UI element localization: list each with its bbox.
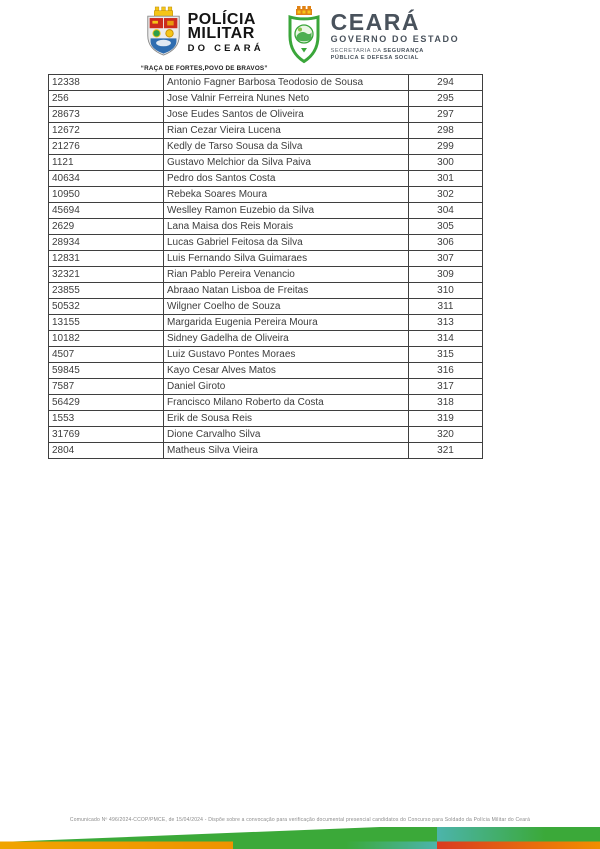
cell-candidate-seq: 299: [409, 139, 483, 155]
pmce-title-line3: DO CEARÁ: [187, 43, 264, 54]
cell-candidate-name: Rebeka Soares Moura: [164, 187, 409, 203]
cell-candidate-id: 4507: [49, 347, 164, 363]
cell-candidate-seq: 320: [409, 427, 483, 443]
cell-candidate-seq: 297: [409, 107, 483, 123]
cell-candidate-name: Rian Cezar Vieira Lucena: [164, 123, 409, 139]
ceara-logo-text: [331, 6, 460, 62]
table-row: [49, 155, 483, 171]
pmce-logo-text: [188, 13, 264, 54]
pmce-logo-top: [145, 5, 264, 62]
pmce-title-line2: MILITAR: [187, 25, 255, 42]
cell-candidate-seq: 309: [409, 267, 483, 283]
cell-candidate-seq: 318: [409, 395, 483, 411]
table-row: [49, 235, 483, 251]
table-row: [49, 411, 483, 427]
footer-brand-stripe: [0, 819, 600, 849]
ceara-secretaria-prefix: SECRETARIA DA: [330, 48, 384, 54]
table-row: [49, 251, 483, 267]
table-row: [49, 123, 483, 139]
cell-candidate-seq: 302: [409, 187, 483, 203]
cell-candidate-id: 13155: [49, 315, 164, 331]
cell-candidate-seq: 314: [409, 331, 483, 347]
cell-candidate-id: 10182: [49, 331, 164, 347]
cell-candidate-id: 12672: [49, 123, 164, 139]
cell-candidate-name: Jose Eudes Santos de Oliveira: [164, 107, 409, 123]
cell-candidate-id: 32321: [49, 267, 164, 283]
ceara-secretaria-line1: [331, 48, 460, 55]
cell-candidate-seq: 306: [409, 235, 483, 251]
cell-candidate-name: Kayo Cesar Alves Matos: [164, 363, 409, 379]
cell-candidate-id: 56429: [49, 395, 164, 411]
cell-candidate-name: Margarida Eugenia Pereira Moura: [164, 315, 409, 331]
table-row: [49, 299, 483, 315]
cell-candidate-name: Antonio Fagner Barbosa Teodosio de Sousa: [164, 75, 409, 91]
cell-candidate-id: 7587: [49, 379, 164, 395]
table-row: [49, 331, 483, 347]
cell-candidate-seq: 310: [409, 283, 483, 299]
cell-candidate-name: Erik de Sousa Reis: [164, 411, 409, 427]
cell-candidate-seq: 301: [409, 171, 483, 187]
ceara-logo: [284, 5, 460, 69]
cell-candidate-seq: 321: [409, 443, 483, 459]
cell-candidate-seq: 300: [409, 155, 483, 171]
table-row: [49, 267, 483, 283]
cell-candidate-name: Daniel Giroto: [164, 379, 409, 395]
table-row: [49, 315, 483, 331]
cell-candidate-name: Rian Pablo Pereira Venancio: [164, 267, 409, 283]
cell-candidate-id: 40634: [49, 171, 164, 187]
table-row: [49, 347, 483, 363]
cell-candidate-seq: 305: [409, 219, 483, 235]
table-row: [49, 443, 483, 459]
pmce-crest-icon: [145, 5, 182, 62]
cell-candidate-seq: 319: [409, 411, 483, 427]
cell-candidate-id: 2804: [49, 443, 164, 459]
candidates-table-body: [49, 75, 483, 459]
cell-candidate-id: 50532: [49, 299, 164, 315]
cell-candidate-seq: 311: [409, 299, 483, 315]
cell-candidate-id: 21276: [49, 139, 164, 155]
cell-candidate-id: 10950: [49, 187, 164, 203]
cell-candidate-id: 12338: [49, 75, 164, 91]
cell-candidate-name: Pedro dos Santos Costa: [164, 171, 409, 187]
footer-notice: Comunicado Nº 496/2024-CCOP/PMCE, de 15/04/2024 - Dispõe sobre a convocação para verificação documental presencial candidatos do Concurso para Soldado da Polícia Militar do Ceará: [69, 817, 531, 823]
cell-candidate-seq: 304: [409, 203, 483, 219]
ceara-shield-icon: [284, 6, 324, 69]
table-row: [49, 363, 483, 379]
table-row: [49, 187, 483, 203]
table-row: [49, 203, 483, 219]
cell-candidate-seq: 316: [409, 363, 483, 379]
cell-candidate-name: Gustavo Melchior da Silva Paiva: [164, 155, 409, 171]
cell-candidate-name: Weslley Ramon Euzebio da Silva: [164, 203, 409, 219]
table-row: [49, 107, 483, 123]
ceara-title: CEARÁ: [330, 9, 420, 35]
cell-candidate-id: 23855: [49, 283, 164, 299]
cell-candidate-name: Luiz Gustavo Pontes Moraes: [164, 347, 409, 363]
table-row: [49, 91, 483, 107]
ceara-secretaria-bold: SEGURANÇA: [383, 48, 424, 54]
ceara-subtitle: GOVERNO DO ESTADO: [330, 34, 460, 44]
table-row: [49, 395, 483, 411]
cell-candidate-name: Jose Valnir Ferreira Nunes Neto: [164, 91, 409, 107]
table-row: [49, 283, 483, 299]
cell-candidate-name: Lucas Gabriel Feitosa da Silva: [164, 235, 409, 251]
cell-candidate-id: 1553: [49, 411, 164, 427]
cell-candidate-id: 28673: [49, 107, 164, 123]
cell-candidate-seq: 307: [409, 251, 483, 267]
cell-candidate-name: Abraao Natan Lisboa de Freitas: [164, 283, 409, 299]
cell-candidate-name: Lana Maisa dos Reis Morais: [164, 219, 409, 235]
cell-candidate-seq: 317: [409, 379, 483, 395]
table-row: [49, 427, 483, 443]
page-header: [0, 5, 600, 72]
pmce-logo: [141, 5, 268, 72]
pmce-motto: “RAÇA DE FORTES,POVO DE BRAVOS”: [140, 65, 268, 72]
cell-candidate-name: Wilgner Coelho de Souza: [164, 299, 409, 315]
cell-candidate-name: Kedly de Tarso Sousa da Silva: [164, 139, 409, 155]
cell-candidate-name: Sidney Gadelha de Oliveira: [164, 331, 409, 347]
candidates-table: [48, 74, 483, 459]
cell-candidate-name: Matheus Silva Vieira: [164, 443, 409, 459]
table-row: [49, 139, 483, 155]
cell-candidate-seq: 313: [409, 315, 483, 331]
ceara-secretaria-line2: PÚBLICA E DEFESA SOCIAL: [330, 55, 419, 61]
cell-candidate-seq: 315: [409, 347, 483, 363]
cell-candidate-id: 28934: [49, 235, 164, 251]
cell-candidate-id: 2629: [49, 219, 164, 235]
cell-candidate-id: 12831: [49, 251, 164, 267]
table-row: [49, 171, 483, 187]
cell-candidate-name: Luis Fernando Silva Guimaraes: [164, 251, 409, 267]
cell-candidate-id: 45694: [49, 203, 164, 219]
cell-candidate-id: 1121: [49, 155, 164, 171]
table-row: [49, 379, 483, 395]
cell-candidate-id: 31769: [49, 427, 164, 443]
table-row: [49, 219, 483, 235]
cell-candidate-name: Francisco Milano Roberto da Costa: [164, 395, 409, 411]
table-row: [49, 75, 483, 91]
cell-candidate-id: 59845: [49, 363, 164, 379]
cell-candidate-seq: 294: [409, 75, 483, 91]
pmce-title-line1: POLÍCIA: [187, 11, 256, 28]
cell-candidate-seq: 298: [409, 123, 483, 139]
cell-candidate-seq: 295: [409, 91, 483, 107]
cell-candidate-id: 256: [49, 91, 164, 107]
cell-candidate-name: Dione Carvalho Silva: [164, 427, 409, 443]
